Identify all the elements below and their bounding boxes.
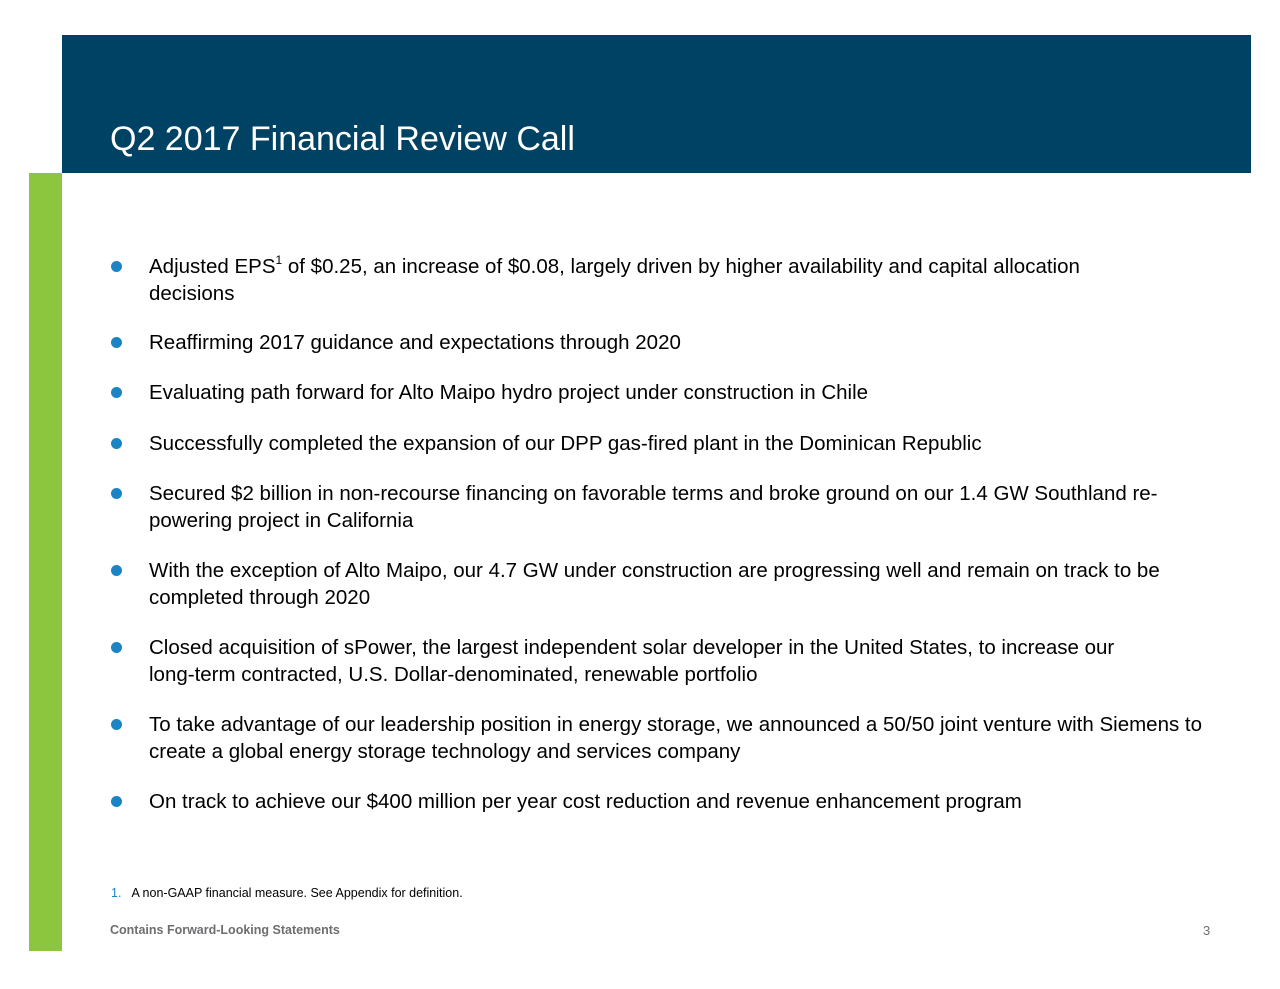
bullet-text: With the exception of Alto Maipo, our 4.7 GW under construction are progressing well and remain on track to be completed through 2020 bbox=[149, 559, 1160, 609]
bullet-text: Reaffirming 2017 guidance and expectations through 2020 bbox=[149, 331, 681, 354]
bullet-text: Secured $2 billion in non-recourse financing on favorable terms and broke ground on our 1.4 GW Southland re-powering project in California bbox=[149, 482, 1158, 532]
accent-bar bbox=[29, 173, 62, 951]
bullet-text-pre: Adjusted EPS bbox=[149, 255, 276, 278]
bullet-text: On track to achieve our $400 million per year cost reduction and revenue enhancement program bbox=[149, 790, 1022, 813]
footnote-number: 1. bbox=[111, 886, 122, 900]
bullet-item bbox=[110, 379, 1220, 406]
footnote bbox=[111, 886, 463, 900]
bullet-item bbox=[110, 329, 1220, 356]
bullet-dot-icon bbox=[111, 796, 122, 807]
bullet-text: Evaluating path forward for Alto Maipo hydro project under construction in Chile bbox=[149, 381, 869, 404]
bullet-dot-icon bbox=[111, 488, 122, 499]
bullet-text: Successfully completed the expansion of our DPP gas-fired plant in the Dominican Republic bbox=[149, 432, 982, 455]
forward-looking-disclaimer: Contains Forward-Looking Statements bbox=[110, 923, 340, 937]
bullet-item bbox=[110, 634, 1149, 688]
bullet-item bbox=[110, 430, 1220, 457]
bullet-dot-icon bbox=[111, 565, 122, 576]
bullet-list bbox=[110, 253, 1220, 815]
footnote-text: A non-GAAP financial measure. See Appendix for definition. bbox=[131, 886, 463, 900]
bullet-item bbox=[110, 557, 1189, 611]
bullet-dot-icon bbox=[111, 642, 122, 653]
bullet-item bbox=[110, 253, 1139, 307]
bullet-text: To take advantage of our leadership position in energy storage, we announced a 50/50 joint venture with Siemens to create a global energy storage technology and services company bbox=[149, 713, 1203, 763]
bullet-dot-icon bbox=[111, 261, 122, 272]
bullet-dot-icon bbox=[111, 719, 122, 730]
bullet-dot-icon bbox=[111, 438, 122, 449]
bullet-text: Closed acquisition of sPower, the largest independent solar developer in the United States, to increase our long-term contracted, U.S. Dollar-denominated, renewable portfolio bbox=[149, 636, 1115, 686]
bullet-text-post: of $0.25, an increase of $0.08, largely driven by higher availability and capital allocation decisions bbox=[149, 255, 1080, 305]
bullet-dot-icon bbox=[111, 337, 122, 348]
bullet-dot-icon bbox=[111, 387, 122, 398]
bullet-item bbox=[110, 788, 1220, 815]
bullet-item bbox=[110, 711, 1234, 765]
footnote-marker: 1 bbox=[275, 253, 283, 267]
bullet-item bbox=[110, 480, 1189, 534]
page-title: Q2 2017 Financial Review Call bbox=[110, 120, 575, 158]
page-number: 3 bbox=[1203, 923, 1211, 938]
